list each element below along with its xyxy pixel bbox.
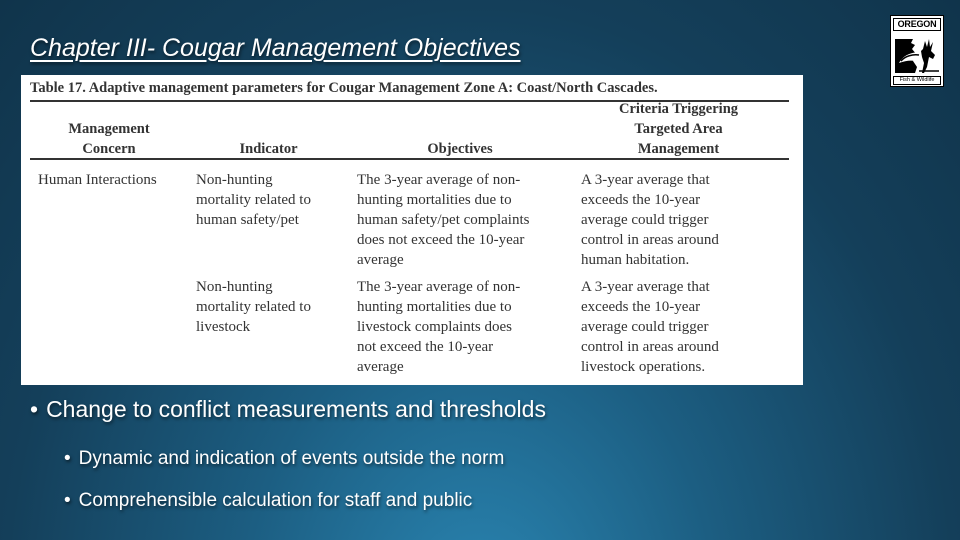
header-indicator	[206, 139, 331, 159]
bullet-main-text: Change to conflict measurements and thresholds	[46, 396, 546, 422]
adaptive-management-table	[21, 75, 803, 385]
bullet-sub-2	[64, 490, 472, 512]
table-text-line: livestock operations.	[581, 359, 706, 375]
table-text-line: mortality related to	[196, 299, 311, 315]
table-text-line: Criteria Triggering	[618, 101, 739, 117]
table-text-line: A 3-year average that	[581, 279, 710, 295]
table-text-line: hunting mortalities due to	[357, 299, 512, 315]
table-cell-indicator	[196, 170, 311, 230]
table-text-line: Non-hunting	[196, 279, 273, 295]
odfw-logo	[890, 15, 944, 87]
logo-bottom-text: Fish & Wildlife	[893, 76, 941, 85]
table-text-line: Human Interactions	[38, 172, 157, 188]
table-cell-concern	[38, 170, 157, 190]
table-text-line: The 3-year average of non-	[357, 172, 521, 188]
table-cell-criteria	[581, 170, 719, 270]
header-objectives	[400, 139, 520, 159]
table-cell-criteria	[581, 277, 719, 377]
table-cell-objectives	[357, 170, 529, 270]
bullet-sub-text: Comprehensible calculation for staff and public	[78, 490, 473, 511]
table-text-line: average	[357, 359, 404, 375]
table-text-line: exceeds the 10-year	[581, 299, 701, 315]
table-text-line: Management	[637, 141, 720, 157]
table-text-line: does not exceed the 10-year	[357, 232, 525, 248]
table-caption: Table 17. Adaptive management parameters for Cougar Management Zone A: Coast/North Cascades.	[30, 80, 658, 96]
table-text-line: human safety/pet	[196, 212, 299, 228]
table-text-line: Targeted Area	[634, 121, 723, 137]
bullet-marker: •	[64, 448, 71, 469]
table-text-line: Concern	[82, 141, 136, 157]
logo-top-text: OREGON	[893, 18, 941, 31]
table-cell-objectives	[357, 277, 520, 377]
table-text-line: exceeds the 10-year	[581, 192, 701, 208]
table-text-line: average could trigger	[581, 319, 709, 335]
table-text-line: control in areas around	[581, 339, 719, 355]
table-text-line: average	[357, 252, 404, 268]
bullet-marker: •	[64, 490, 71, 511]
slide-title: Chapter III- Cougar Management Objectives	[30, 34, 521, 62]
bullet-marker: •	[30, 396, 39, 422]
table-text-line: not exceed the 10-year	[357, 339, 494, 355]
header-criteria	[601, 99, 756, 159]
bullet-sub-1	[64, 448, 504, 470]
header-management-concern	[49, 119, 169, 159]
bullet-sub-text: Dynamic and indication of events outside the norm	[78, 448, 505, 469]
table-text-line: livestock complaints does	[357, 319, 512, 335]
table-cell-indicator	[196, 277, 311, 337]
table-text-line: human habitation.	[581, 252, 690, 268]
table-text-line: The 3-year average of non-	[357, 279, 521, 295]
table-text-line: mortality related to	[196, 192, 311, 208]
table-text-line: human safety/pet complaints	[357, 212, 530, 228]
table-text-line: hunting mortalities due to	[357, 192, 512, 208]
table-text-line: Indicator	[239, 141, 298, 157]
table-header-rule	[30, 158, 789, 160]
table-text-line: livestock	[196, 319, 251, 335]
table-text-line: Management	[68, 121, 150, 137]
table-text-line: Objectives	[427, 141, 493, 157]
bullet-main	[30, 396, 546, 423]
table-text-line: control in areas around	[581, 232, 719, 248]
table-text-line: Non-hunting	[196, 172, 273, 188]
table-text-line: A 3-year average that	[581, 172, 710, 188]
table-text-line: average could trigger	[581, 212, 709, 228]
fish-and-deer-icon	[893, 33, 941, 75]
